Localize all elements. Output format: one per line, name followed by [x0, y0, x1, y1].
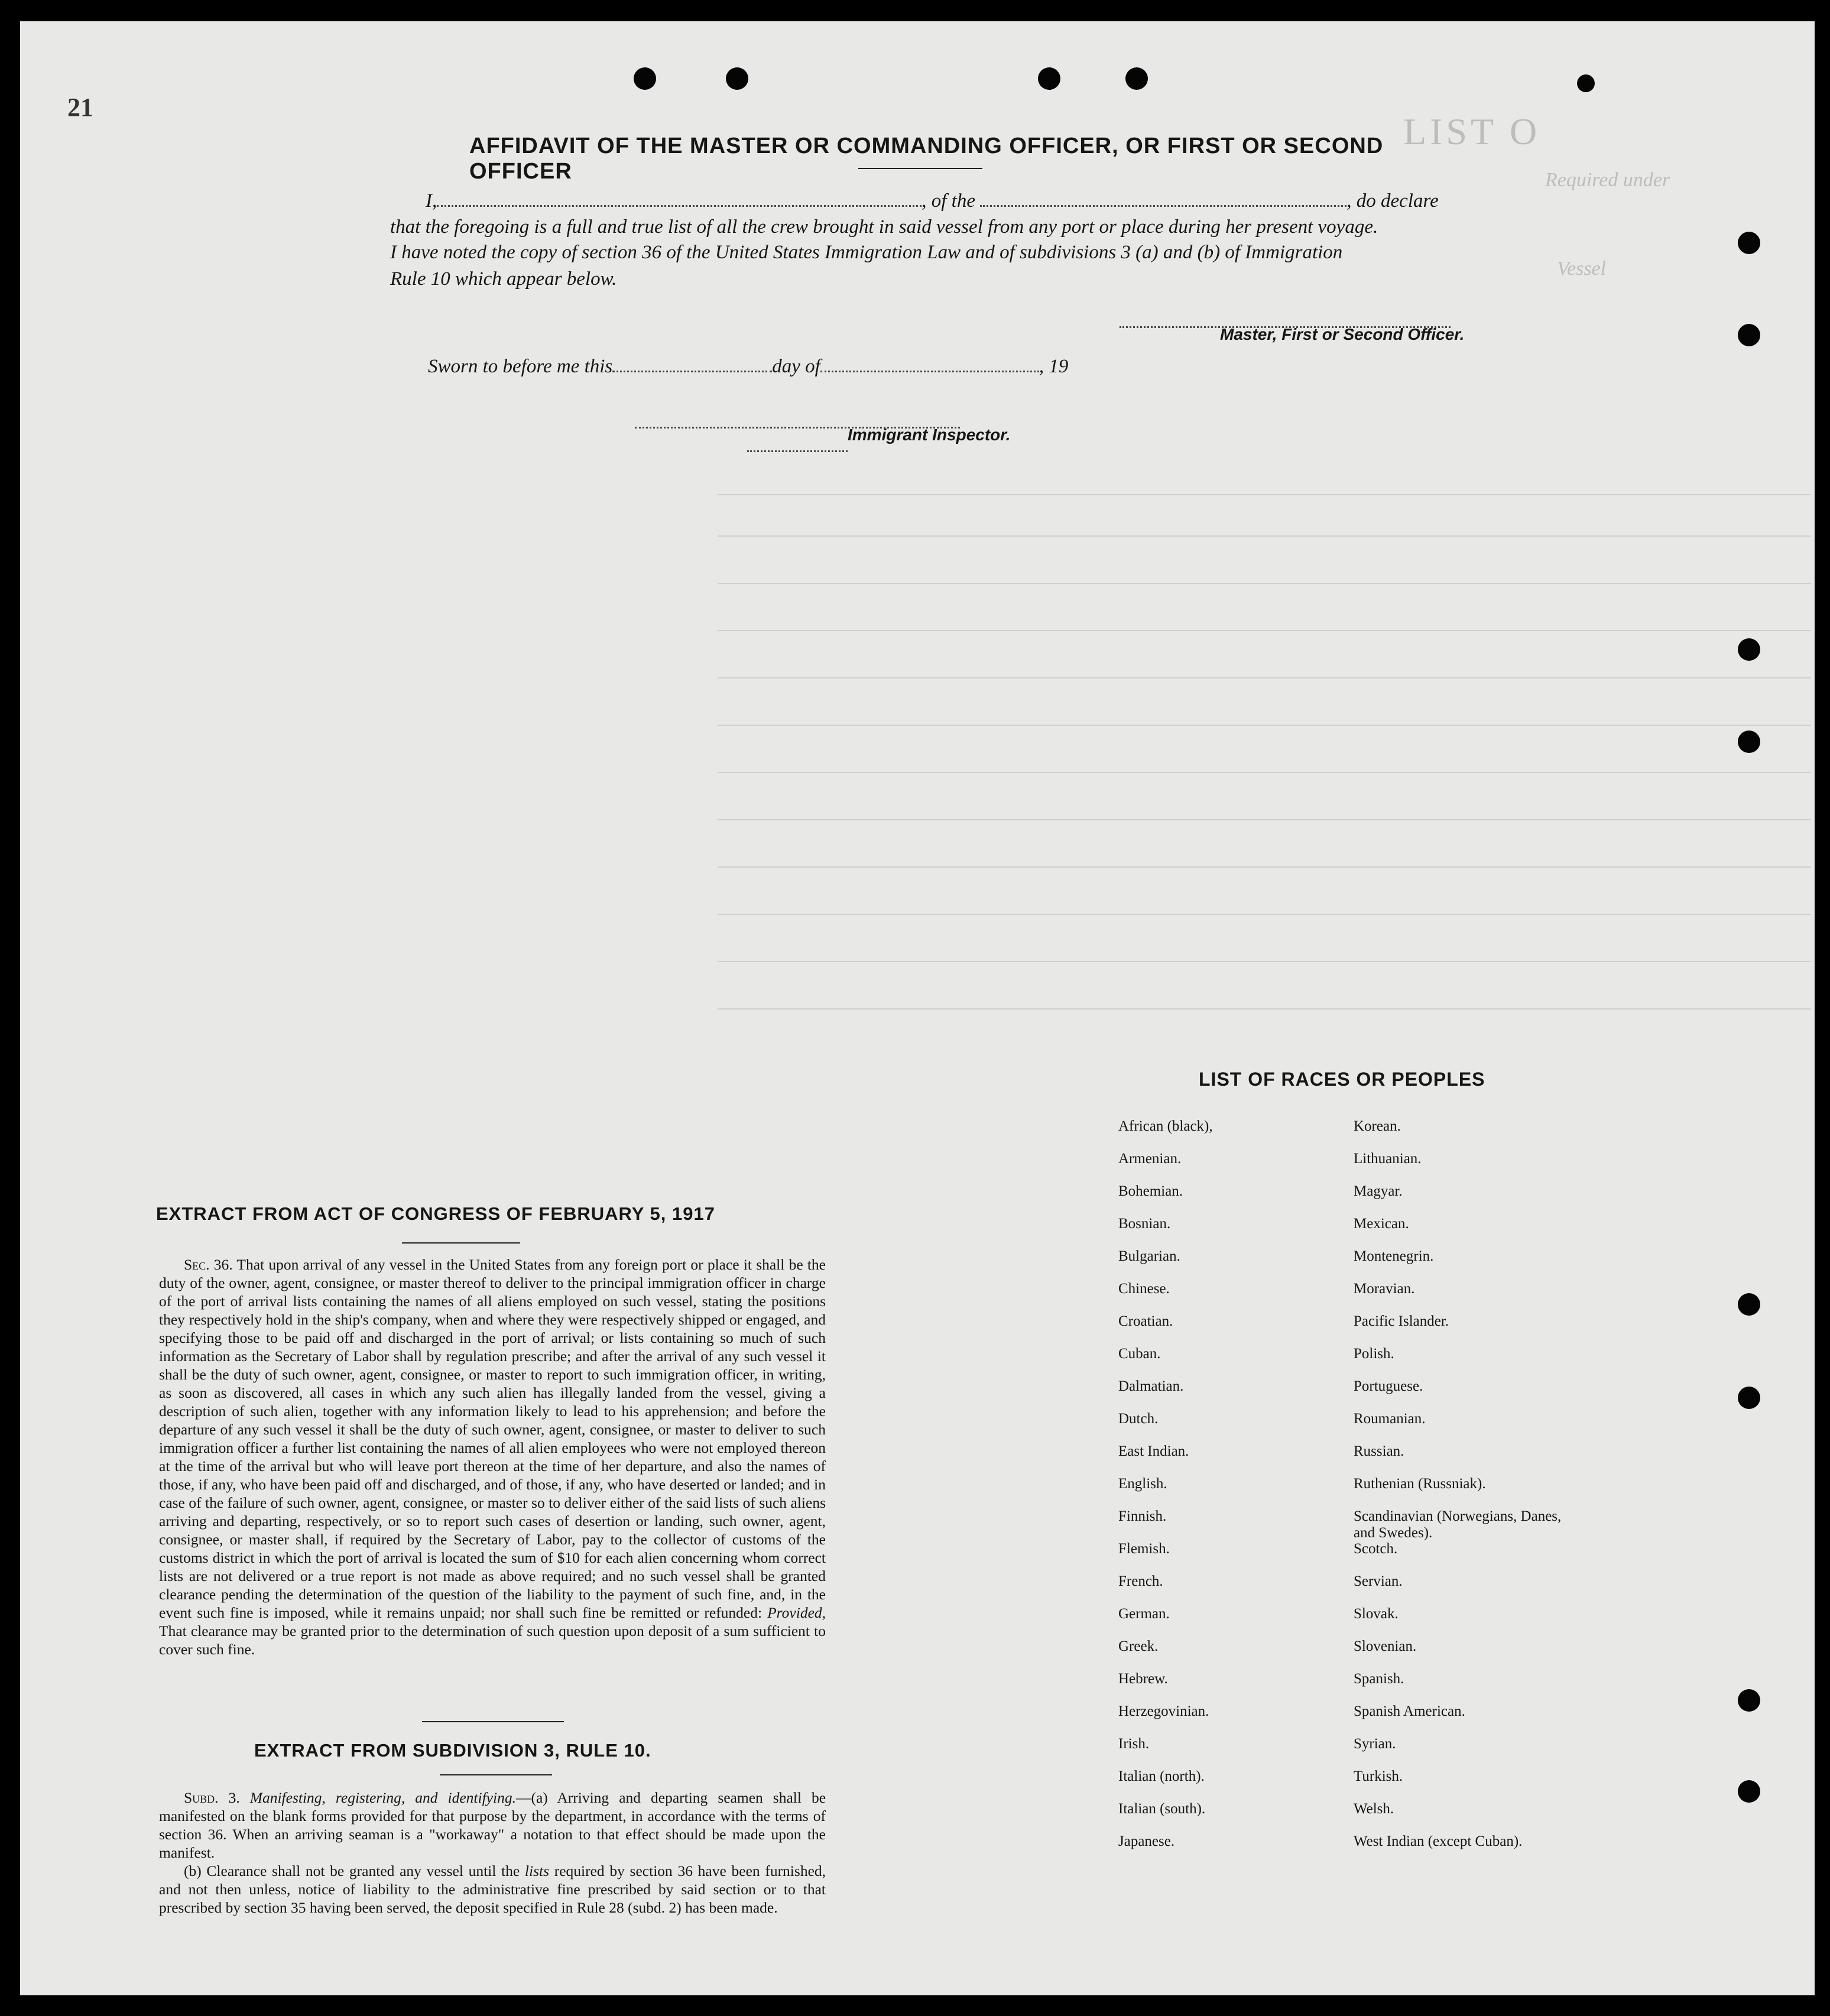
bleed-through-rule [718, 1008, 1811, 1009]
race-item: German. [1118, 1606, 1170, 1622]
subdivision-3-text: Subd. 3. Manifesting, registering, and identifying.—(a) Arriving and departing seamen shall be manifested on the blank forms provided for that purpose by the department, in accordance with the terms of section 36. When an arriving seaman is a "workaway" a notation to that effect should be made upon the manifest. (b) Clearance shall not be granted any vessel until the lists required by section 36 have been furnished, and not then unless, notice of liability to the administrative fine prescribed by said section or to that prescribed by section 35 having been served, the deposit specified in Rule 28 (subd. 2) has been made. [159, 1789, 826, 1916]
punch-hole [1125, 67, 1148, 90]
declaration-text: I have noted the copy of section 36 of the United States Immigration Law and of subdivisions 3 (a) and (b) of Immigration [390, 242, 1343, 263]
bleed-through-rule [718, 583, 1811, 584]
race-item: Montenegrin. [1354, 1248, 1434, 1264]
race-item: Servian. [1354, 1573, 1403, 1589]
bleed-through-rule [718, 866, 1811, 868]
master-signature-label: Master, First or Second Officer. [1220, 325, 1465, 343]
rule-heading: EXTRACT FROM SUBDIVISION 3, RULE 10. [254, 1740, 651, 1761]
punch-hole [1038, 67, 1060, 90]
race-item: Spanish. [1354, 1671, 1404, 1687]
race-item: Mexican. [1354, 1216, 1409, 1232]
race-item: Welsh. [1354, 1801, 1394, 1817]
race-item: Croatian. [1118, 1313, 1173, 1329]
sworn-line: Sworn to before me this day of , 19 [428, 356, 1069, 377]
race-item: Roumanian. [1354, 1411, 1426, 1427]
race-item: Greek. [1118, 1638, 1159, 1654]
race-item: Flemish. [1118, 1541, 1170, 1557]
heading-underline [402, 1242, 520, 1244]
race-item: Slovenian. [1354, 1638, 1417, 1654]
race-item: Cuban. [1118, 1346, 1161, 1362]
race-item: East Indian. [1118, 1443, 1189, 1459]
race-item: Italian (south). [1118, 1801, 1206, 1817]
races-right-column [1354, 1118, 1566, 1866]
inspector-signature-blank-2[interactable] [747, 435, 848, 452]
race-item: Hebrew. [1118, 1671, 1168, 1687]
declaration-text: Rule 10 which appear below. [390, 268, 617, 290]
punch-hole [726, 67, 748, 90]
punch-hole [1577, 74, 1595, 92]
race-item: Moravian. [1354, 1281, 1415, 1297]
race-item: Irish. [1118, 1736, 1150, 1752]
race-item: English. [1118, 1476, 1167, 1492]
race-item: Finnish. [1118, 1508, 1167, 1524]
declaration-line: I, , of the , do declare [426, 190, 1439, 212]
race-item: Slovak. [1354, 1606, 1399, 1622]
bleed-through-text: LIST O [1403, 111, 1541, 152]
punch-hole [1738, 638, 1760, 661]
act-heading: EXTRACT FROM ACT OF CONGRESS OF FEBRUARY 5, 1917 [156, 1203, 715, 1224]
race-item: Dalmatian. [1118, 1378, 1184, 1394]
inspector-label: Immigrant Inspector. [848, 426, 1011, 444]
name-blank[interactable] [437, 190, 922, 207]
section-divider [422, 1721, 564, 1722]
race-item: Ruthenian (Russniak). [1354, 1476, 1486, 1492]
vessel-blank[interactable] [980, 190, 1346, 207]
handwritten-page-number: 21 [67, 93, 93, 122]
month-blank[interactable] [820, 355, 1039, 372]
race-item: Herzegovinian. [1118, 1703, 1209, 1719]
race-item: Syrian. [1354, 1736, 1396, 1752]
title-underline [858, 168, 982, 169]
race-item: Pacific Islander. [1354, 1313, 1449, 1329]
bleed-through-text: Required under [1545, 169, 1670, 191]
affidavit-title: AFFIDAVIT OF THE MASTER OR COMMANDING OFFICER, OR FIRST OR SECOND OFFICER [469, 134, 1384, 184]
punch-hole [1738, 232, 1760, 254]
declaration-text: that the foregoing is a full and true list of all the crew brought in said vessel from any port or place during her present voyage. [390, 216, 1378, 238]
race-item: Bosnian. [1118, 1216, 1171, 1232]
bleed-through-rule [718, 630, 1811, 631]
heading-underline [440, 1774, 552, 1775]
punch-hole [1738, 731, 1760, 753]
punch-hole [1738, 1387, 1760, 1409]
bleed-through-rule [718, 677, 1811, 679]
section-36-text: Sec. 36. That upon arrival of any vessel in the United States from any foreign port or place it shall be the duty of the owner, agent, consignee, or master thereof to deliver to the principal immigration officer in charge of the port of arrival lists containing the names of all aliens employed on such vessel, stating the positions they respectively hold in the ship's company, when and where they were respectively shipped or engaged, and specifying those to be paid off and discharged in the port of arrival; or lists containing so much of such information as the Secretary of Labor shall by regulation prescribe; and after the arrival of any such vessel it shall be the duty of such owner, agent, consignee, or master to report to such immigration officer, in writing, as soon as discovered, all cases in which any such alien has illegally landed from the vessel, giving a description of such alien, together with any information likely to lead to his apprehension; and before the departure of any such vessel it shall be the duty of such owner, agent, consignee, or master to deliver to such immigration officer a further list containing the names of all alien employees who were not employed thereon at the time of the arrival but who will leave port thereon at the time of her departure, and also the names of those, if any, who have been paid off and discharged, and of those, if any, who have deserted or landed; and in case of the failure of such owner, agent, consignee, or master so to deliver either of the said lists of such aliens arriving and departing, respectively, or so to report such cases of desertion or landing, such owner, agent, consignee, or master shall, if required by the Secretary of Labor, pay to the collector of customs of the customs district in which the port of arrival is located the sum of $10 for each alien concerning whom correct lists are not delivered or a true report is not made as above required; and no such vessel shall be granted clearance pending the determination of the question of the liability to the payment of such fine, and, in the event such fine is imposed, while it remains unpaid; nor shall such fine be remitted or refunded: Provided, That clearance may be granted prior to the determination of such question upon deposit of a sum sufficient to cover such fine. [159, 1256, 826, 1658]
race-item: Scotch. [1354, 1541, 1398, 1557]
document-page [20, 21, 1815, 1995]
race-item: Bohemian. [1118, 1183, 1183, 1199]
punch-hole [634, 67, 656, 90]
bleed-through-rule [718, 725, 1811, 726]
bleed-through-rule [718, 772, 1811, 773]
bleed-through-rule [718, 535, 1811, 537]
race-item: Dutch. [1118, 1411, 1159, 1427]
race-item: West Indian (except Cuban). [1354, 1833, 1523, 1849]
race-item: Magyar. [1354, 1183, 1403, 1199]
race-item: Korean. [1354, 1118, 1401, 1134]
punch-hole [1738, 1780, 1760, 1803]
race-item: Spanish American. [1354, 1703, 1465, 1719]
race-item: French. [1118, 1573, 1163, 1589]
race-item: Japanese. [1118, 1833, 1175, 1849]
race-item: Lithuanian. [1354, 1151, 1422, 1167]
race-item: Italian (north). [1118, 1768, 1205, 1784]
race-item: Polish. [1354, 1346, 1394, 1362]
race-item: Bulgarian. [1118, 1248, 1180, 1264]
race-item: Portuguese. [1354, 1378, 1423, 1394]
race-item: Scandinavian (Norwegians, Danes, and Swedes). [1354, 1508, 1562, 1541]
race-item: Turkish. [1354, 1768, 1403, 1784]
bleed-through-rule [718, 961, 1811, 962]
races-title: LIST OF RACES OR PEOPLES [1199, 1069, 1485, 1090]
punch-hole [1738, 324, 1760, 346]
day-blank[interactable] [612, 355, 772, 372]
races-left-column [1118, 1118, 1213, 1866]
bleed-through-rule [718, 914, 1811, 915]
race-item: African (black), [1118, 1118, 1213, 1134]
race-item: Russian. [1354, 1443, 1404, 1459]
bleed-through-text: Vessel [1557, 258, 1607, 280]
punch-hole [1738, 1689, 1760, 1712]
race-item: Chinese. [1118, 1281, 1170, 1297]
bleed-through-rule [718, 819, 1811, 820]
bleed-through-rule [718, 494, 1811, 495]
race-item: Armenian. [1118, 1151, 1182, 1167]
punch-hole [1738, 1293, 1760, 1316]
